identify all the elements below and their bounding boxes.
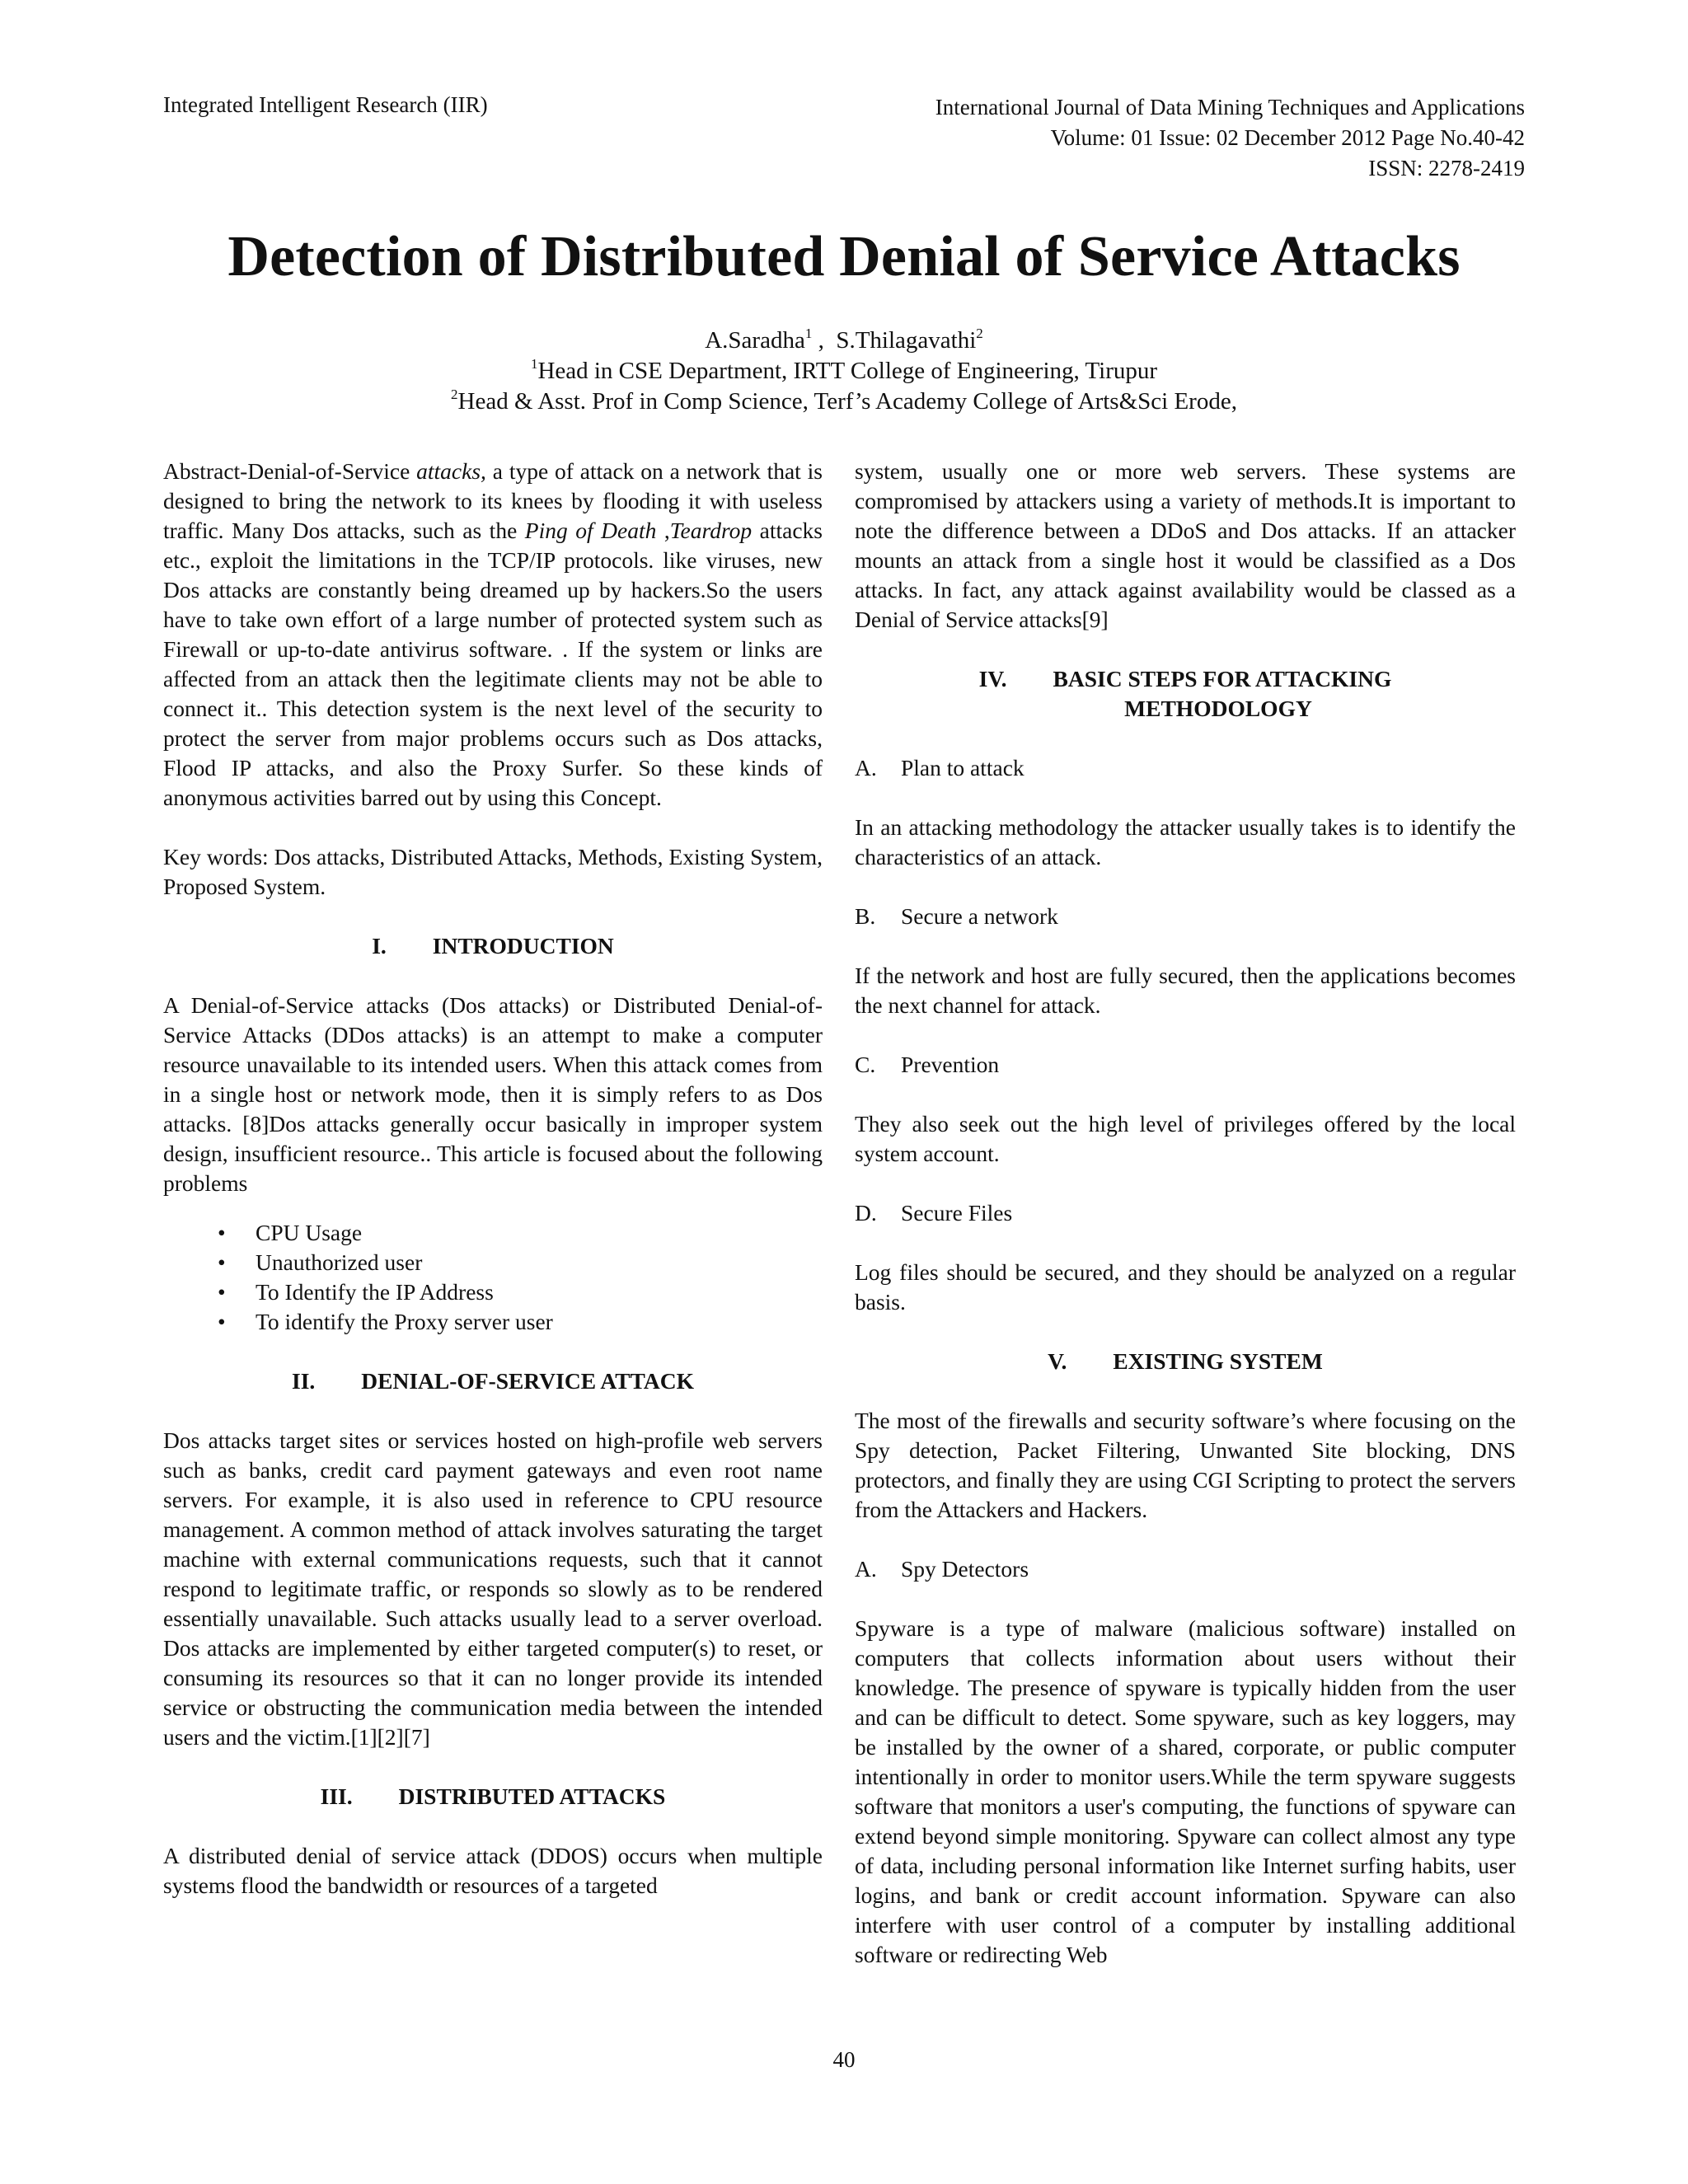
affiliation-1-sup: 1 (530, 356, 538, 372)
section-5-body: The most of the firewalls and security software’s where focusing on the Spy detection, Packet Filtering, Unwanted Site blocking, DNS protectors, and finally they are using CGI Scripting to protect the servers from the Attackers and Hackers. (855, 1408, 1516, 1522)
abstract-italic-2: Teardrop (669, 518, 753, 543)
author-block (0, 326, 1688, 417)
section-3-heading (163, 1782, 823, 1811)
section-5-title: EXISTING SYSTEM (1113, 1348, 1323, 1374)
right-column (855, 457, 1516, 1999)
subsection-5a-letter: A. (855, 1556, 877, 1582)
subsection-4a-body: In an attacking methodology the attacker usually takes is to identify the characteristics of an attack. (855, 814, 1516, 869)
abstract-lead: Abstract-Denial-of-Service (163, 458, 417, 484)
abstract-italic-1: Ping of Death (524, 518, 657, 543)
affiliation-2-text: Head & Asst. Prof in Comp Science, Terf’s Academy College of Arts&Sci Erode, (457, 388, 1237, 415)
journal-issn: ISSN: 2278-2419 (1368, 156, 1525, 180)
abstract-lead-italic: attacks, (416, 458, 486, 484)
section-2-number: II. (292, 1368, 316, 1394)
section-2-title: DENIAL-OF-SERVICE ATTACK (361, 1368, 694, 1394)
abstract (163, 457, 823, 813)
author-1-sup: 1 (804, 326, 813, 341)
subsection-5a-body: Spyware is a type of malware (malicious software) installed on computers that collects information about users without their knowledge. The presence of spyware is typically hidden from the user and can be difficult to detect. Some spyware, such as key loggers, may be installed by the owner of a shared, corporate, or public computer intentionally in order to monitor users.While the term spyware suggests software that monitors a user's computing, the functions of spyware can extend beyond simple monitoring. Spyware can collect almost any type of data, including personal information like Internet surfing habits, user logins, and bank or credit account information. Spyware can also interfere with user control of a computer by installing additional software or redirecting Web (855, 1615, 1516, 1967)
journal-publisher: Integrated Intelligent Research (IIR) (163, 92, 488, 117)
section-4-title: BASIC STEPS FOR ATTACKING (1053, 666, 1392, 691)
journal-name: International Journal of Data Mining Techniques and Applications (935, 95, 1525, 120)
section-5-heading (855, 1347, 1516, 1376)
subsection-4d-body: Log files should be secured, and they should be analyzed on a regular basis. (855, 1259, 1516, 1315)
section-3-body-right: system, usually one or more web servers. These systems are compromised by attackers using a variety of methods.It is important to note the difference between a DDoS and Dos attacks. If an attacker mounts an attack from a single host it would be classified as a Dos attacks. In fact, any attack against availability would be classed as a Denial of Service attacks[9] (855, 458, 1516, 632)
affiliation-2 (0, 387, 1688, 417)
subsection-4b-letter: B. (855, 903, 876, 929)
affiliation-2-sup: 2 (451, 387, 458, 402)
subsection-4c-heading (855, 1050, 1516, 1080)
problem-list (163, 1218, 823, 1337)
section-1-body: A Denial-of-Service attacks (Dos attacks) or Distributed Denial-of-Service Attacks (DDos attacks) is an attempt to make a computer resource unavailable to its intended users. When this attack comes from in a single host or network mode, then it is simply refers to as Dos attacks. [8]Dos attacks generally occur basically in improper system design, insufficient resource.. This article is focused about the following problems (163, 992, 823, 1196)
author-names (0, 326, 1688, 356)
list-item: • Unauthorized user (163, 1248, 823, 1277)
left-column (163, 457, 823, 1930)
abstract-text-1: a type of attack on a network that is designed to bring the network to its knees by flooding it with useless traffic. Many Dos attacks, such as the (163, 458, 823, 543)
journal-info (701, 92, 1525, 184)
subsection-5a-heading (855, 1554, 1516, 1584)
section-3-number: III. (320, 1783, 353, 1809)
subsection-4d-letter: D. (855, 1200, 877, 1226)
affiliation-1 (0, 356, 1688, 387)
author-2: S.Thilagavathi (836, 327, 977, 354)
subsection-4d-heading (855, 1198, 1516, 1228)
list-item: • CPU Usage (163, 1218, 823, 1248)
subsection-4c-letter: C. (855, 1052, 876, 1077)
subsection-4b-body: If the network and host are fully secured, then the applications becomes the next channel for attack. (855, 963, 1516, 1018)
subsection-4b-title: Secure a network (901, 903, 1058, 929)
section-5-number: V. (1048, 1348, 1067, 1374)
page-number: 40 (832, 2047, 856, 2072)
subsection-4a-heading (855, 753, 1516, 783)
list-item: • To identify the Proxy server user (163, 1307, 823, 1337)
author-1: A.Saradha (705, 327, 805, 354)
subsection-5a-title: Spy Detectors (901, 1556, 1029, 1582)
abstract-text-2: attacks etc., exploit the limitations in the TCP/IP protocols. like viruses, new Dos attacks are constantly being dreamed up by hackers.So the users have to take own effort of a large number of protected system such as Firewall or up-to-date antivirus software. . If the system or links are affected from an attack then the legitimate clients may not be able to connect it.. This detection system is the next level of the security to protect the server from major problems occurs such as Dos attacks, Flood IP attacks, and also the Proxy Surfer. So these kinds of anonymous activities barred out by using this Concept. (163, 518, 823, 810)
author-separator: , (812, 327, 837, 354)
section-4-title-line-2: METHODOLOGY (1124, 696, 1312, 721)
section-1-heading (163, 931, 823, 961)
section-4-heading (855, 664, 1516, 724)
subsection-4a-letter: A. (855, 755, 877, 780)
subsection-4a-title: Plan to attack (901, 755, 1025, 780)
affiliation-1-text: Head in CSE Department, IRTT College of Engineering, Tirupur (537, 358, 1158, 384)
section-1-number: I. (372, 933, 387, 958)
section-2-body: Dos attacks target sites or services hosted on high-profile web servers such as banks, credit card payment gateways and even root name servers. For example, it is also used in reference to CPU resource management. A common method of attack involves saturating the target machine with external communications requests, such that it cannot respond to legitimate traffic, or responds so slowly as to be rendered essentially unavailable. Such attacks usually lead to a server overload. Dos attacks are implemented by either targeted computer(s) to reset, or consuming its resources so that it can no longer provide its intended service or obstructing the communication media between the intended users and the victim.[1][2][7] (163, 1427, 823, 1750)
list-item: • To Identify the IP Address (163, 1277, 823, 1307)
journal-volume: Volume: 01 Issue: 02 December 2012 Page No.40-42 (1050, 125, 1525, 150)
section-3-body-left: A distributed denial of service attack (DDOS) occurs when multiple systems flood the bandwidth or resources of a targeted (163, 1843, 823, 1898)
paper-title: Detection of Distributed Denial of Service Attacks (227, 225, 1461, 288)
author-2-sup: 2 (976, 326, 983, 341)
subsection-4c-body: They also seek out the high level of privileges offered by the local system account. (855, 1111, 1516, 1166)
subsection-4d-title: Secure Files (901, 1200, 1013, 1226)
section-4-number: IV. (978, 666, 1007, 691)
section-1-title: INTRODUCTION (432, 933, 614, 958)
keywords: Key words: Dos attacks, Distributed Attacks, Methods, Existing System, Proposed System. (163, 844, 823, 899)
subsection-4c-title: Prevention (901, 1052, 1000, 1077)
abstract-mid: , (656, 518, 670, 543)
section-3-title: DISTRIBUTED ATTACKS (398, 1783, 666, 1809)
subsection-4b-heading (855, 902, 1516, 931)
section-2-heading (163, 1366, 823, 1396)
